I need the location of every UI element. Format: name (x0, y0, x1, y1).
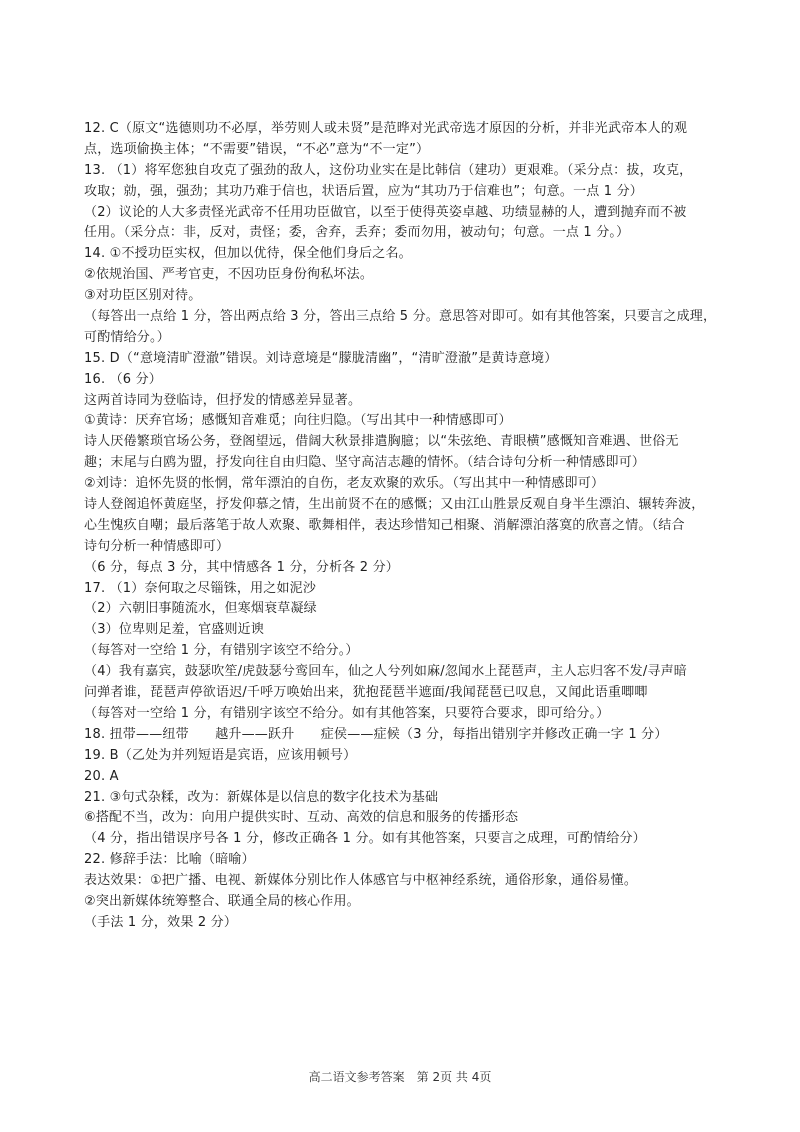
text-line: ③对功臣区别对待。 (84, 288, 202, 304)
text-line: 16. （6 分） (84, 371, 163, 387)
text-line: 15. D（“意境清旷澄澈”错误。刘诗意境是“朦胧清幽”，“清旷澄澈”是黄诗意境） (84, 350, 558, 366)
text-line: 表达效果：①把广播、电视、新媒体分别比作人体感官与中枢神经系统，通俗形象，通俗易懂。 (84, 873, 638, 889)
text-line: 心生愧疚自嘲；最后落笔于故人欢聚、歌舞相伴，表达珍惜知己相聚、消解漂泊落寞的欣喜之情。（结合 (84, 517, 685, 533)
text-line: 18. 扭带——纽带 越升——跃升 症侯——症候（3 分，每指出错别字并修改正确一字 1 分） (84, 726, 668, 742)
text-line: 13. （1）将军您独自攻克了强劲的敌人，这份功业实在是比韩信（建功）更艰难。（采分点：拔，攻克， (84, 162, 693, 178)
text-line: （4）我有嘉宾，鼓瑟吹笙/虎鼓瑟兮鸾回车，仙之人兮列如麻/忽闻水上琵琶声，主人忘归客不发/寻声暗 (84, 664, 688, 680)
text-line: ①黄诗：厌弃官场；感慨知音难觅；向往归隐。（写出其中一种情感即可） (84, 413, 512, 429)
text-line: 趣；末尾与白鸥为盟，抒发向往自由归隐、坚守高洁志趣的情怀。（结合诗句分析一种情感即可） (84, 455, 646, 471)
text-line: ⑥搭配不当，改为：向用户提供实时、互动、高效的信息和服务的传播形态 (84, 810, 519, 826)
text-line: 20. A (84, 768, 119, 784)
text-line: （6 分，每点 3 分，其中情感各 1 分，分析各 2 分） (84, 559, 400, 575)
text-line: 19. B（乙处为并列短语是宾语，应该用顿号） (84, 747, 357, 763)
text-line: ②刘诗：追怀先贤的怅惘，常年漂泊的自伤，老友欢聚的欢乐。（写出其中一种情感即可） (84, 476, 605, 492)
text-line: 22. 修辞手法：比喻（暗喻） (84, 852, 255, 868)
text-line: （3）位卑则足羞，官盛则近谀 (84, 622, 265, 638)
text-line: （手法 1 分，效果 2 分） (84, 914, 238, 930)
text-line: （4 分，指出错误序号各 1 分，修改正确各 1 分。如有其他答案，只要言之成理，可酌情给分） (84, 831, 646, 847)
text-line: （每答出一点给 1 分，答出两点给 3 分，答出三点给 5 分。意思答对即可。如有其他答案，只要言之成理， (84, 309, 717, 325)
text-line: 攻取；勍，强，强劲；其功乃难于信也，状语后置，应为“其功乃于信难也”；句意。一点 1 分） (84, 183, 644, 199)
text-line: 17. （1）奈何取之尽锱铢，用之如泥沙 (84, 580, 317, 596)
page-footer: 高二语文参考答案 第 2页 共 4页 (308, 1070, 492, 1084)
text-line: 这两首诗同为登临诗，但抒发的情感差异显著。 (84, 392, 362, 408)
text-line: 诗句分析一种情感即可） (84, 538, 230, 554)
text-line: （2）六朝旧事随流水，但寒烟衰草凝绿 (84, 601, 317, 617)
text-line: 点，选项偷换主体；“不需要”错误，“不必”意为“不一定”） (84, 141, 430, 157)
text-line: ②突出新媒体统筹整合、联通全局的核心作用。 (84, 893, 360, 909)
text-line: 可酌情给分。） (84, 329, 170, 345)
text-line: 诗人登阁追怀黄庭坚，抒发仰慕之情，生出前贤不在的感慨；又由江山胜景反观自身半生漂泊、辗转奔波， (84, 497, 705, 513)
text-line: 任用。（采分点：非，反对，责怪；委，舍弃，丢弃；委而勿用，被动句；句意。一点 1 分。） (84, 225, 630, 241)
answer-key-body (84, 119, 724, 934)
text-line: （2）议论的人大多责怪光武帝不任用功臣做官，以至于使得英姿卓越、功绩显赫的人，遭到抛弃而不被 (84, 204, 687, 220)
text-line: ②依规治国、严考官吏，不因功臣身份徇私坏法。 (84, 267, 374, 283)
text-line: 诗人厌倦繁琐官场公务，登阁望远，借阔大秋景排遣胸臆；以“朱弦绝、青眼横”感慨知音难遇、世俗无 (84, 434, 679, 450)
text-line: 21. ③句式杂糅，改为：新媒体是以信息的数字化技术为基础 (84, 789, 439, 805)
text-line: 问弹者谁，琵琶声停欲语迟/千呼万唤始出来，犹抱琵琶半遮面/我闻琵琶已叹息，又闻此语重唧唧 (84, 685, 648, 701)
text-line: 12. C（原文“选德则功不必厚，举劳则人或未贤”是范晔对光武帝选才原因的分析，并非光武帝本人的观 (84, 121, 688, 136)
text-line: 14. ①不授功臣实权，但加以优待，保全他们身后之名。 (84, 246, 412, 262)
text-line: （每答对一空给 1 分，有错别字该空不给分。如有其他答案，只要符合要求，即可给分。） (84, 705, 610, 721)
text-line: （每答对一空给 1 分，有错别字该空不给分。） (84, 643, 359, 659)
